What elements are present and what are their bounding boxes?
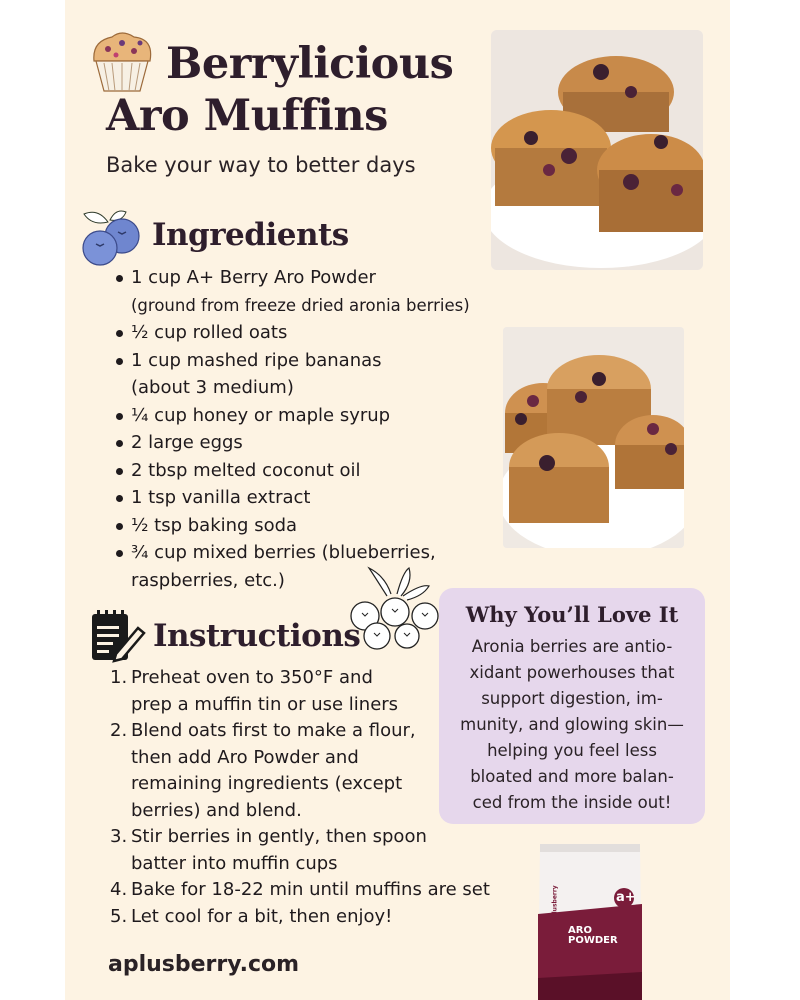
website-url[interactable]: aplusberry.com [108,952,300,977]
list-item: 5. Let cool for a bit, then enjoy! [110,905,393,927]
list-item: 4. Bake for 18-22 min until muffins are set [110,879,490,900]
list-item: ½ tsp baking soda [110,512,500,540]
instructions-heading: Instructions [153,618,361,654]
list-item: 2 large eggs [110,429,500,457]
title-line-2: Aro Muffins [106,91,388,141]
list-item: ½ cup rolled oats [110,319,500,347]
list-item: ¼ cup honey or maple syrup [110,402,500,430]
list-item: 1 tsp vanilla extract [110,484,500,512]
list-item: 1 cup A+ Berry Aro Powder (ground from freeze dried aronia berries) [110,264,500,319]
list-item: 1 cup mashed ripe bananas (about 3 medium) [110,347,500,402]
list-item: 2 tbsp melted coconut oil [110,457,500,485]
ingredients-heading: Ingredients [152,217,349,253]
why-youll-love-it-box [439,588,705,824]
bag-logo: a+ [616,890,636,905]
muffins-photo-top [491,30,703,270]
blueberries-icon [80,208,144,266]
aronia-berries-icon [347,566,447,650]
list-item: 2. Blend oats first to make a flour, then add Aro Powder and remaining ingredients (except berries) and blend. [110,720,416,821]
bag-brand: aplusberry [551,885,559,922]
title-line-1: Berrylicious [166,39,454,89]
why-title: Why You’ll Love It [465,602,679,627]
list-item: ¾ cup mixed berries (blueberries, raspberries, etc.) [110,539,500,594]
notepad-pencil-icon [88,606,148,664]
list-item: 1. Preheat oven to 350°F and prep a muffin tin or use liners [110,667,399,715]
subtitle: Bake your way to better days [106,153,416,177]
aro-powder-bag [534,838,646,1000]
list-item: 3. Stir berries in gently, then spoon batter into muffin cups [110,826,427,874]
ingredients-list [110,264,500,594]
bag-product-name: ARO POWDER [568,925,618,946]
why-body: Aronia berries are antio- xidant powerhouses that support digestion, im- munity, and glowing skin— helping you feel less bloated and more balan- ced from the inside out! [460,637,684,812]
page-title [106,38,453,142]
muffins-photo-middle [503,327,684,548]
